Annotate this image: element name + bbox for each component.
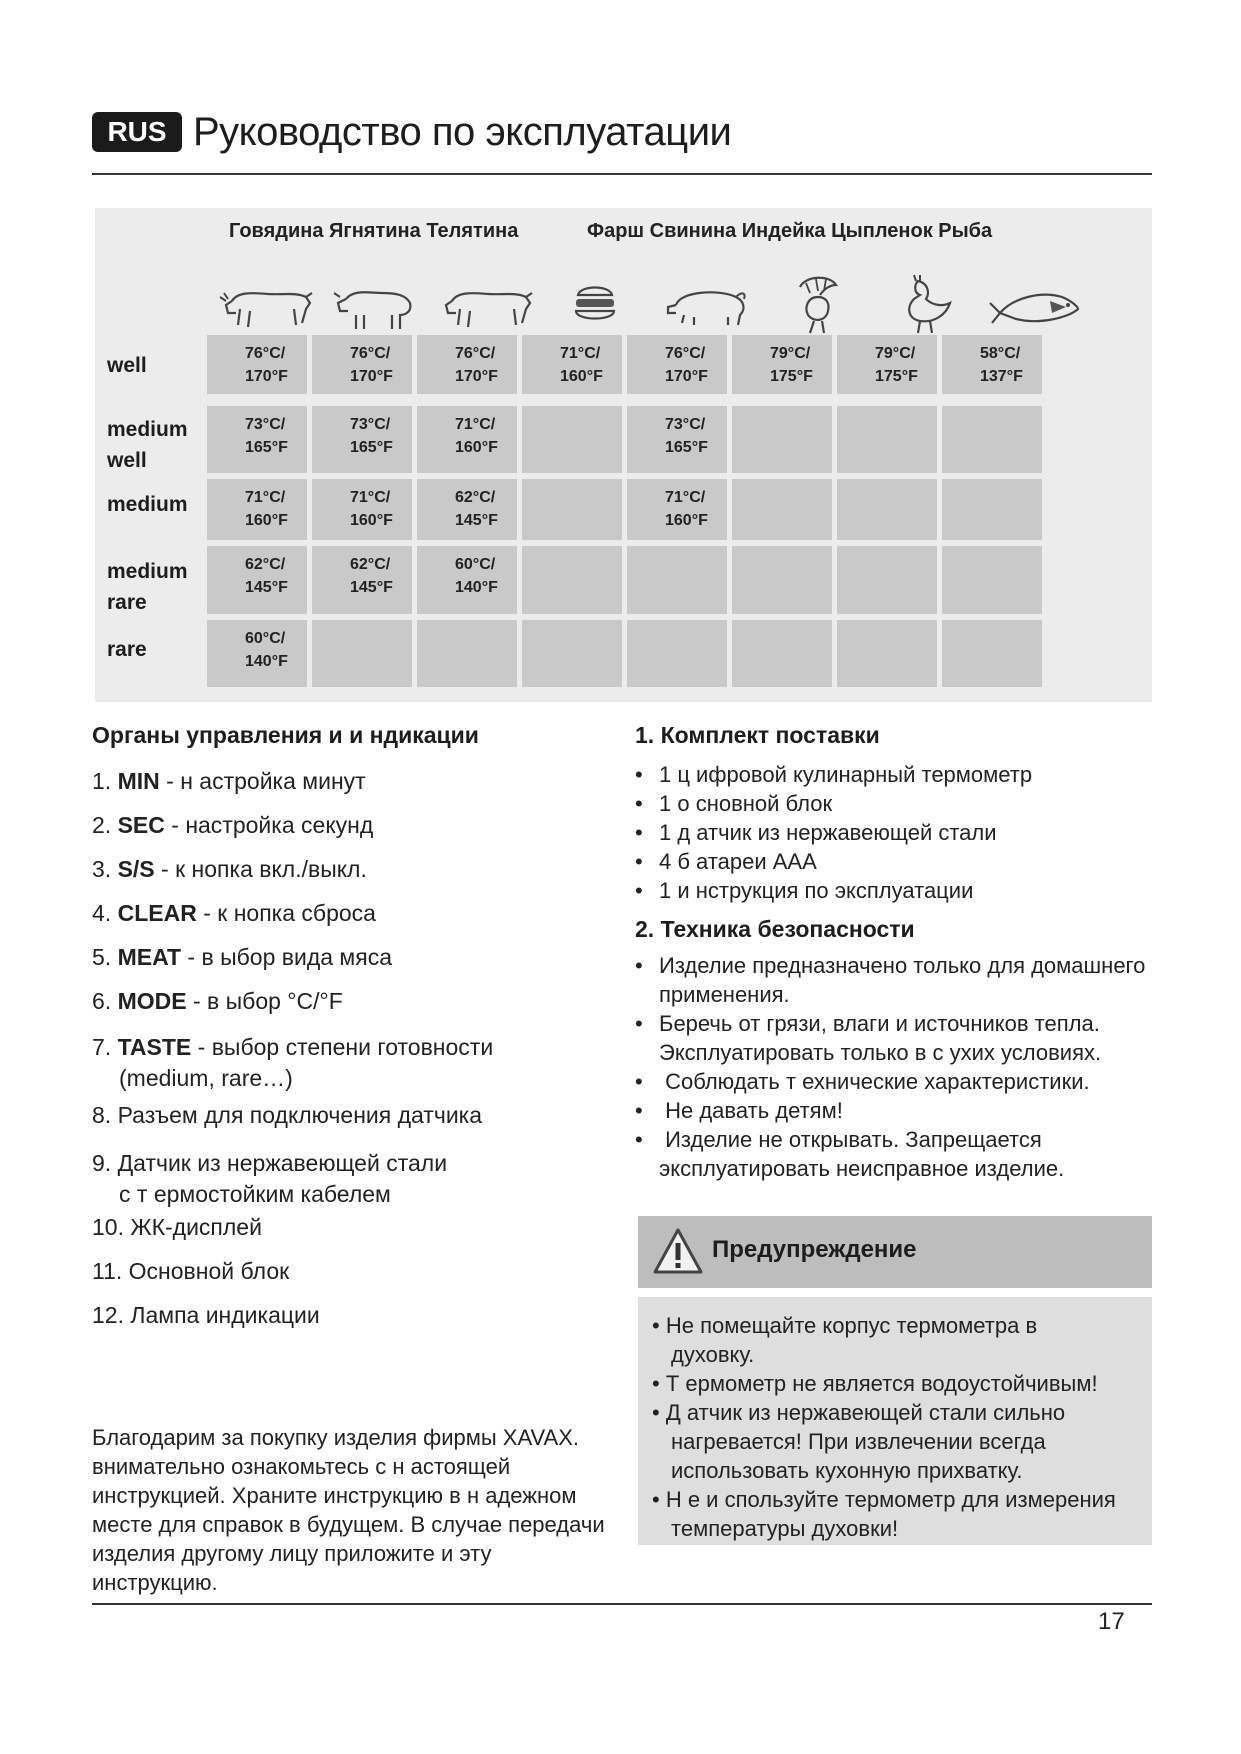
temperature-cell — [837, 620, 937, 687]
temperature-cell — [942, 546, 1042, 614]
row-label-medium-rare: medium rare — [107, 560, 188, 614]
temperature-cell — [627, 335, 727, 394]
temperature-cell — [312, 479, 412, 540]
thanks-paragraph: Благодарим за покупку изделия фирмы XAVAX. внимательно ознакомьтесь с н астоящей инструкцией. Храните инструкцию в н адежном месте для справок в будущем. В случае передачи изделия другому лицу приложите и эту инструкцию. — [92, 1425, 605, 1595]
warning-item: • Т ермометр не является водоустойчивым! — [652, 1371, 1098, 1396]
temperature-cell — [312, 406, 412, 473]
control-item: 9. Датчик из нержавеющей стали с т ермостойким кабелем — [92, 1150, 448, 1207]
control-item: 4. CLEAR - к нопка сброса — [92, 900, 376, 926]
temperature-cell — [417, 620, 517, 687]
temperature-cell — [522, 479, 622, 540]
control-item: 2. SEC - настройка секунд — [92, 812, 374, 838]
warning-item: • Д атчик из нержавеющей стали сильно нагревается! При извлечении всегда использовать кухонную прихватку. — [652, 1400, 1066, 1483]
temperature-cell — [732, 406, 832, 473]
warning-header — [638, 1216, 1152, 1288]
temperature-cell — [312, 335, 412, 394]
warning-body — [638, 1297, 1152, 1545]
safety-item: • Беречь от грязи, влаги и источников тепла. Эксплуатировать только в с ухих условиях. — [635, 1011, 1102, 1065]
warning-item: • Н е и спользуйте термометр для измерения температуры духовки! — [652, 1487, 1116, 1541]
temperature-cell — [837, 546, 937, 614]
header-divider — [92, 173, 1152, 175]
temperature-cell — [627, 406, 727, 473]
control-item: 3. S/S - к нопка вкл./выкл. — [92, 856, 367, 882]
ground-meat-icon — [540, 263, 655, 343]
temperature-cell — [207, 546, 307, 614]
control-item: 10. ЖК-дисплей — [92, 1214, 262, 1240]
temperature-cell — [417, 335, 517, 394]
warning-title: Предупреждение — [712, 1236, 917, 1263]
temperature-value: 62°C/ 145°F — [350, 556, 393, 596]
package-item: • 1 д атчик из нержавеющей стали — [635, 820, 997, 845]
warning-item: • Не помещайте корпус термометра в духовку. — [652, 1313, 1038, 1367]
temperature-cell — [312, 546, 412, 614]
package-item: • 4 б атареи AAA — [635, 849, 817, 874]
temperature-value: 71°C/ 160°F — [455, 416, 498, 456]
temperature-table — [95, 208, 1152, 702]
veal-icon — [430, 263, 545, 343]
temperature-value: 79°C/ 175°F — [875, 345, 918, 385]
temperature-cell — [627, 546, 727, 614]
temperature-cell — [942, 335, 1042, 394]
meat-group-header: Говядина Ягнятина Телятина — [229, 220, 519, 242]
temperature-value: 60°C/ 140°F — [245, 630, 288, 670]
temperature-value: 76°C/ 170°F — [245, 345, 288, 385]
temperature-cell — [732, 479, 832, 540]
temperature-value: 71°C/ 160°F — [665, 489, 708, 529]
temperature-value: 62°C/ 145°F — [245, 556, 288, 596]
row-label-medium: medium — [107, 493, 188, 516]
safety-item: • Не давать детям! — [635, 1098, 843, 1123]
temperature-value: 73°C/ 165°F — [665, 416, 708, 456]
temperature-value: 79°C/ 175°F — [770, 345, 813, 385]
temperature-cell — [942, 406, 1042, 473]
temperature-cell — [522, 335, 622, 394]
temperature-cell — [732, 620, 832, 687]
safety-item: • Соблюдать т ехнические характеристики. — [635, 1069, 1090, 1094]
control-key: S/S — [117, 856, 155, 882]
footer-divider — [92, 1603, 1152, 1605]
temperature-value: 62°C/ 145°F — [455, 489, 498, 529]
temperature-value: 76°C/ 170°F — [350, 345, 393, 385]
language-badge: RUS — [92, 112, 182, 152]
safety-title: 2. Техника безопасности — [635, 916, 915, 942]
temperature-cell — [522, 546, 622, 614]
temperature-cell — [732, 335, 832, 394]
package-item: • 1 о сновной блок — [635, 791, 833, 816]
temperature-cell — [417, 479, 517, 540]
control-item: 5. MEAT - в ыбор вида мяса — [92, 944, 392, 970]
control-key: MODE — [117, 988, 187, 1014]
chicken-icon — [870, 263, 985, 343]
control-item: 12. Лампа индикации — [92, 1302, 320, 1328]
control-item: 8. Разъем для подключения датчика — [92, 1102, 483, 1128]
temperature-cell — [732, 546, 832, 614]
page-header — [92, 108, 1152, 178]
temperature-cell — [837, 335, 937, 394]
temperature-cell — [417, 546, 517, 614]
temperature-value: 58°C/ 137°F — [980, 345, 1023, 385]
temperature-cell — [522, 406, 622, 473]
beef-icon — [210, 263, 325, 343]
temperature-cell — [522, 620, 622, 687]
control-item: 7. TASTE - выбор степени готовности (medium, rare…) — [92, 1034, 494, 1091]
temperature-value: 71°C/ 160°F — [560, 345, 603, 385]
temperature-value: 60°C/ 140°F — [455, 556, 498, 596]
temperature-cell — [627, 479, 727, 540]
package-title: 1. Комплект поставки — [635, 722, 880, 748]
document-title: Руководство по эксплуатации — [193, 110, 732, 154]
temperature-value: 76°C/ 170°F — [455, 345, 498, 385]
page-number: 17 — [1098, 1608, 1125, 1635]
temperature-cell — [942, 620, 1042, 687]
meat-group-header-2: Фарш Свинина Индейка Цыпленок Рыба — [587, 220, 993, 242]
row-label-medium-well: medium well — [107, 418, 188, 472]
control-item: 1. MIN - н астройка минут — [92, 768, 366, 794]
turkey-icon — [760, 263, 875, 343]
fish-icon — [980, 263, 1095, 343]
warning-triangle-icon — [652, 1226, 704, 1276]
control-key: CLEAR — [117, 900, 197, 926]
temperature-value: 76°C/ 170°F — [665, 345, 708, 385]
row-label-well: well — [107, 354, 147, 377]
safety-item: • Изделие не открывать. Запрещается эксплуатировать неисправное изделие. — [635, 1127, 1065, 1181]
temperature-cell — [312, 620, 412, 687]
temperature-cell — [207, 620, 307, 687]
package-item: • 1 и нструкция по эксплуатации — [635, 878, 974, 903]
controls-title: Органы управления и и ндикации — [92, 722, 479, 748]
lamb-icon — [320, 263, 435, 343]
temperature-cell — [837, 479, 937, 540]
safety-item: • Изделие предназначено только для домашнего применения. — [635, 953, 1146, 1007]
control-item: 6. MODE - в ыбор °C/°F — [92, 988, 343, 1014]
control-key: SEC — [117, 812, 165, 838]
temperature-cell — [417, 406, 517, 473]
temperature-cell — [207, 335, 307, 394]
control-key: MIN — [117, 768, 160, 794]
pork-icon — [650, 263, 765, 343]
control-key: MEAT — [117, 944, 182, 970]
package-item: • 1 ц ифровой кулинарный термометр — [635, 762, 1033, 787]
temperature-cell — [627, 620, 727, 687]
temperature-value: 73°C/ 165°F — [245, 416, 288, 456]
temperature-value: 71°C/ 160°F — [350, 489, 393, 529]
temperature-cell — [207, 406, 307, 473]
temperature-cell — [207, 479, 307, 540]
temperature-value: 71°C/ 160°F — [245, 489, 288, 529]
control-key: TASTE — [117, 1034, 192, 1060]
row-label-rare: rare — [107, 638, 147, 661]
temperature-cell — [942, 479, 1042, 540]
temperature-cell — [837, 406, 937, 473]
control-item: 11. Основной блок — [92, 1258, 290, 1284]
temperature-value: 73°C/ 165°F — [350, 416, 393, 456]
